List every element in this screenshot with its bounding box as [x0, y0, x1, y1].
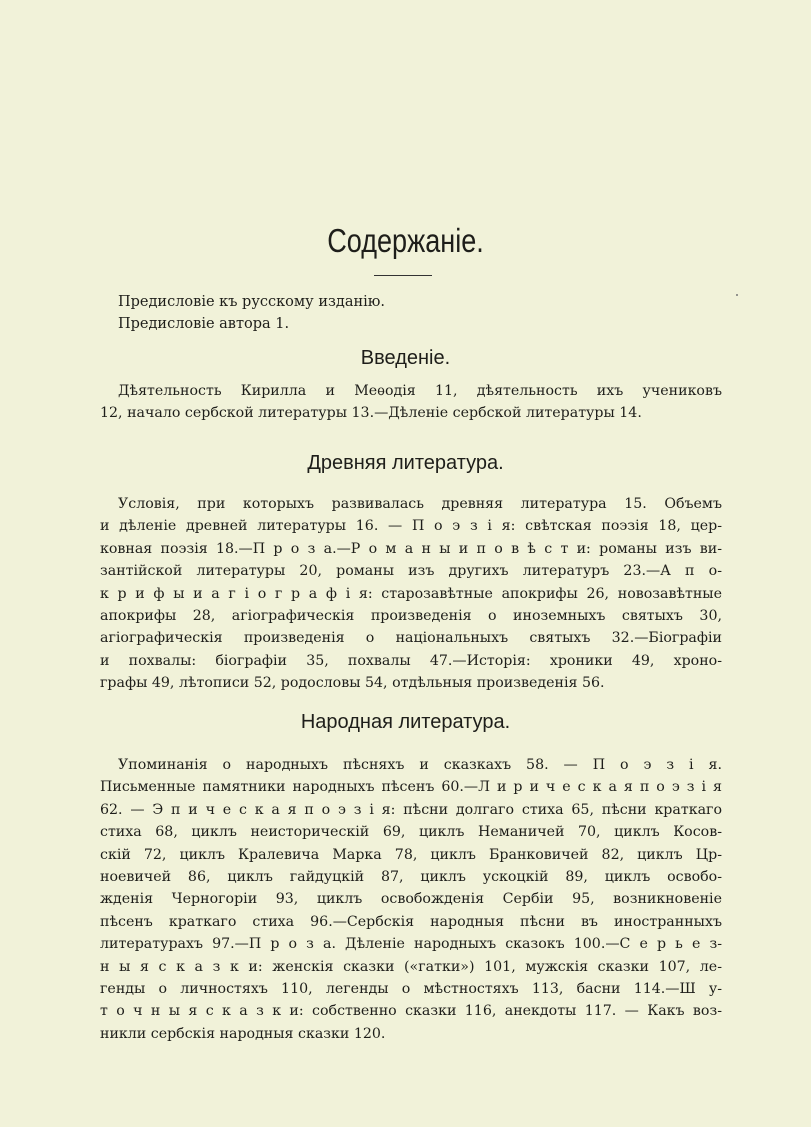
text-line: и дѣленіе древней литературы 16. — П о э з і я: свѣтская поэзія 18, цер-: [100, 518, 722, 535]
text-line: ковная поэзія 18.—П р о з а.—Р о м а н ы и п о в ѣ с т и: романы изъ ви-: [100, 540, 722, 557]
text-line: литературахъ 97.—П р о з а. Дѣленіе народныхъ сказокъ 100.—С е р ь е з-: [100, 936, 722, 953]
text-line: Упоминанія о народныхъ пѣсняхъ и сказкахъ 58. — П о э з і я.: [118, 757, 722, 773]
text-line: 12, начало сербской литературы 13.—Дѣленіе сербской литературы 14.: [100, 405, 642, 422]
text-line: ноевичей 86, циклъ гайдуцкій 87, циклъ ускоцкій 89, циклъ освобо-: [100, 868, 722, 885]
text-line: пѣсенъ краткаго стиха 96.—Сербскія народныя пѣсни въ иностранныхъ: [100, 913, 722, 930]
text-line: Письменные памятники народныхъ пѣсенъ 60.—Л и р и ч е с к а я п о э з і я: [100, 779, 722, 796]
scan-speck: [736, 294, 738, 296]
text-line: жденія Черногоріи 93, циклъ освобожденія Сербіи 95, возникновеніе: [100, 891, 722, 908]
preface-russian-entry: Предисловіе къ русскому изданію.: [118, 294, 385, 310]
text-line: и похвалы: біографіи 35, похвалы 47.—Исторія: хроники 49, хроно-: [100, 652, 722, 669]
text-line: скій 72, циклъ Кралевича Марка 78, циклъ Бранковичей 82, циклъ Цр-: [100, 846, 722, 863]
section-heading-folk-literature: Народная литература.: [300, 711, 511, 733]
text-line: стиха 68, циклъ неисторическій 69, циклъ Неманичей 70, циклъ Косов-: [100, 824, 722, 841]
text-line: н ы я с к а з к и: женскія сказки («гатки») 101, мужскія сказки 107, ле-: [100, 958, 722, 975]
text-line: графы 49, лѣтописи 52, родословы 54, отдѣльныя произведенія 56.: [100, 675, 605, 692]
section-heading-ancient-literature: Древняя литература.: [307, 452, 504, 474]
title-divider: [374, 275, 432, 276]
text-line: никли сербскія народныя сказки 120.: [100, 1025, 386, 1042]
text-line: Условія, при которыхъ развивалась древняя литература 15. Объемъ: [118, 496, 722, 512]
text-line: агіографическія произведенія о національныхъ святыхъ 32.—Біографіи: [100, 630, 722, 647]
text-line: зантійской литературы 20, романы изъ другихъ литературъ 23.—А п о-: [100, 563, 722, 580]
preface-author-entry: Предисловіе автора 1.: [118, 316, 290, 332]
section-heading-introduction: Введеніе.: [360, 347, 451, 369]
text-line: 62. — Э п и ч е с к а я п о э з і я: пѣсни долгаго стиха 65, пѣсни краткаго: [100, 801, 722, 818]
page-title: Содержаніе.: [327, 222, 484, 259]
text-line: генды о личностяхъ 110, легенды о мѣстностяхъ 113, басни 114.—Ш у-: [100, 980, 722, 997]
text-line: к р и ф ы и а г і о г р а ф і я: старозавѣтные апокрифы 26, новозавѣтные: [100, 585, 722, 602]
text-line: апокрифы 28, агіографическія произведенія о иноземныхъ святыхъ 30,: [100, 607, 722, 624]
text-line: т о ч н ы я с к а з к и: собственно сказки 116, анекдоты 117. — Какъ воз-: [100, 1003, 722, 1020]
section-introduction-text: [100, 380, 722, 425]
text-line: Дѣятельность Кирилла и Меѳодія 11, дѣятельность ихъ учениковъ: [118, 383, 722, 399]
section-folk-literature-text: [100, 754, 722, 1045]
section-ancient-literature-text: [100, 493, 722, 695]
